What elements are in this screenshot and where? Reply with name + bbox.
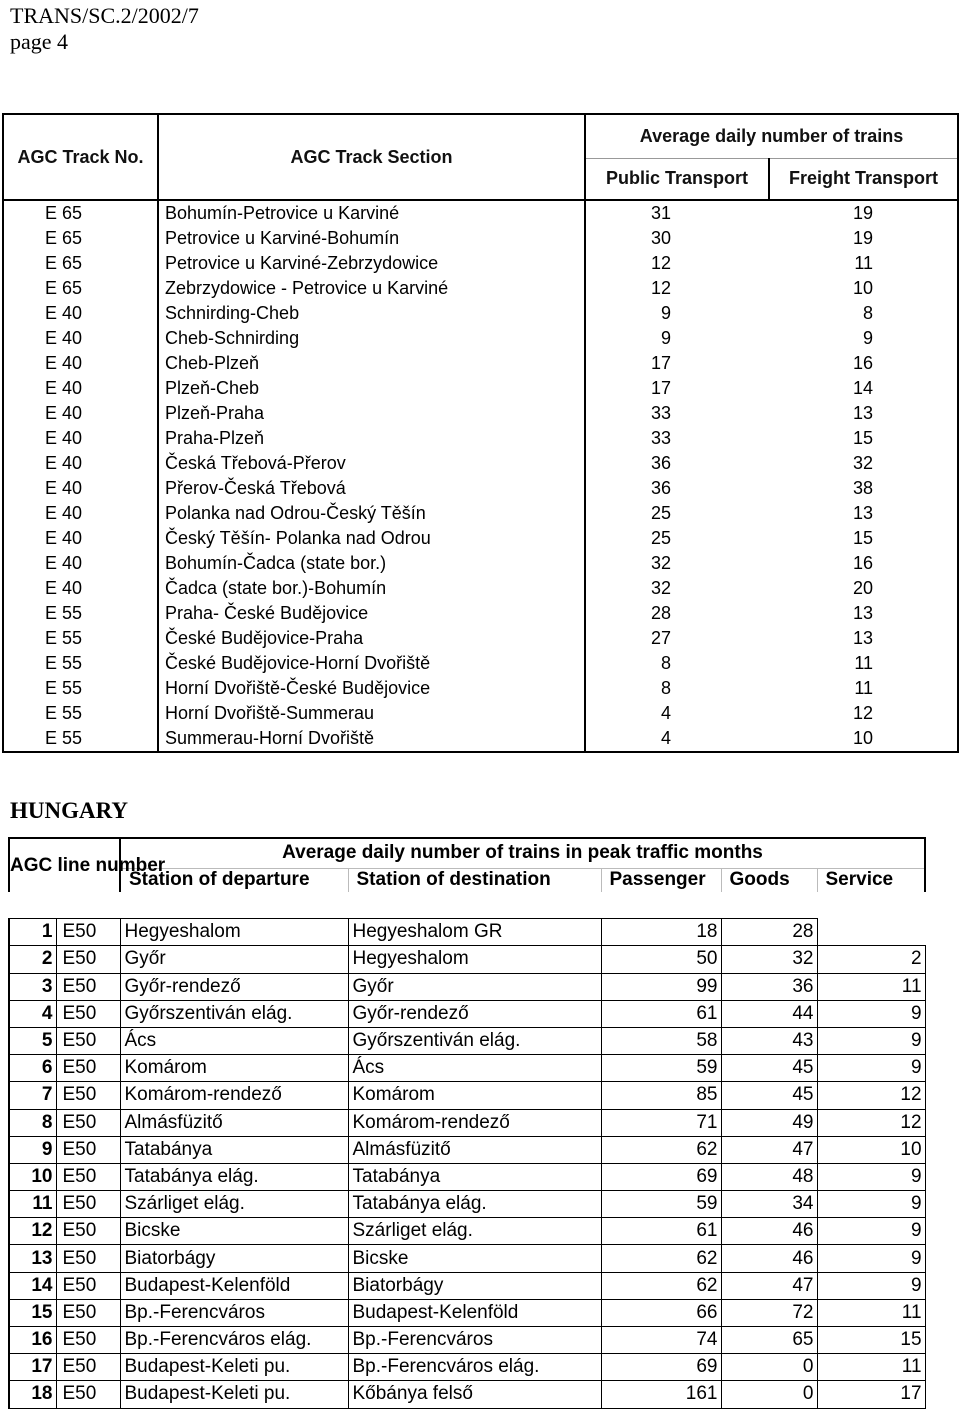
track-section-cell: České Budějovice-Horní Dvořiště: [158, 651, 585, 676]
freight-transport-cell: 16: [769, 351, 958, 376]
row-number-cell: 7: [9, 1082, 56, 1109]
table-row: [3, 251, 958, 276]
station-of-destination-cell: Győrszentiván elág.: [348, 1027, 601, 1054]
station-of-departure-cell: Győr-rendező: [120, 973, 348, 1000]
service-cell: 2: [817, 946, 925, 973]
passenger-cell: 71: [601, 1109, 721, 1136]
track-section-cell: Praha-Plzeň: [158, 426, 585, 451]
passenger-cell: 69: [601, 1163, 721, 1190]
agc-line-cell: E50: [56, 1055, 120, 1082]
track-section-cell: Plzeň-Praha: [158, 401, 585, 426]
table-row: [3, 576, 958, 601]
agc-track-no-cell: E 65: [3, 226, 158, 251]
track-section-cell: Cheb-Schnirding: [158, 326, 585, 351]
passenger-cell: 62: [601, 1272, 721, 1299]
section-title-hungary: HUNGARY: [10, 798, 129, 823]
agc-track-no-cell: E 65: [3, 200, 158, 226]
document-code: TRANS/SC.2/2002/7: [10, 3, 199, 28]
freight-transport-cell: 15: [769, 526, 958, 551]
passenger-cell: 50: [601, 946, 721, 973]
agc-line-cell: E50: [56, 973, 120, 1000]
station-of-departure-cell: Bp.-Ferencváros: [120, 1299, 348, 1326]
freight-transport-cell: 15: [769, 426, 958, 451]
track-section-cell: Polanka nad Odrou-Český Těšín: [158, 501, 585, 526]
service-cell: 17: [817, 1381, 925, 1408]
goods-cell: 46: [721, 1218, 817, 1245]
goods-cell: 46: [721, 1245, 817, 1272]
freight-transport-cell: 10: [769, 726, 958, 752]
table-row: [9, 1191, 925, 1218]
agc-track-no-cell: E 55: [3, 651, 158, 676]
station-of-departure-cell: Tatabánya elág.: [120, 1163, 348, 1190]
goods-cell: 45: [721, 1082, 817, 1109]
freight-transport-cell: 16: [769, 551, 958, 576]
freight-transport-cell: 20: [769, 576, 958, 601]
passenger-cell: 99: [601, 973, 721, 1000]
table-row: [3, 601, 958, 626]
station-of-departure-cell: Komárom: [120, 1055, 348, 1082]
table-row: [3, 551, 958, 576]
table-row: [3, 626, 958, 651]
station-of-departure-cell: Tatabánya: [120, 1136, 348, 1163]
freight-transport-cell: 32: [769, 451, 958, 476]
header-station-of-departure: Station of departure: [120, 868, 348, 892]
table-row: [3, 276, 958, 301]
station-of-departure-cell: Almásfüzitő: [120, 1109, 348, 1136]
public-transport-cell: 32: [650, 553, 671, 573]
track-section-cell: Schnirding-Cheb: [158, 301, 585, 326]
station-of-destination-cell: Kőbánya felső: [348, 1381, 601, 1408]
table-row: [9, 919, 925, 946]
agc-line-cell: E50: [56, 1136, 120, 1163]
freight-transport-cell: 8: [769, 301, 958, 326]
row-number-cell: 13: [9, 1245, 56, 1272]
agc-track-no-cell: E 55: [3, 676, 158, 701]
track-section-cell: Přerov-Česká Třebová: [158, 476, 585, 501]
service-cell: 9: [817, 1218, 925, 1245]
agc-track-no-cell: E 40: [3, 576, 158, 601]
header-passenger: Passenger: [601, 868, 721, 892]
freight-transport-cell: 38: [769, 476, 958, 501]
table-row: [3, 726, 958, 752]
agc-track-no-cell: E 40: [3, 326, 158, 351]
table-row: [3, 376, 958, 401]
row-number-cell: 14: [9, 1272, 56, 1299]
station-of-departure-cell: Bicske: [120, 1218, 348, 1245]
public-transport-cell: 28: [650, 603, 671, 623]
station-of-destination-cell: Komárom: [348, 1082, 601, 1109]
hungary-traffic-table: [8, 837, 926, 1409]
row-number-cell: 16: [9, 1327, 56, 1354]
goods-cell: 49: [721, 1109, 817, 1136]
row-number-cell: 12: [9, 1218, 56, 1245]
header-agc-track-no: AGC Track No.: [3, 114, 158, 200]
track-section-cell: České Budějovice-Praha: [158, 626, 585, 651]
public-transport-cell: 17: [650, 378, 671, 398]
agc-track-no-cell: E 40: [3, 376, 158, 401]
row-number-cell: 2: [9, 946, 56, 973]
header-spacer: [9, 892, 925, 919]
goods-cell: 47: [721, 1272, 817, 1299]
agc-track-no-cell: E 40: [3, 451, 158, 476]
goods-cell: 45: [721, 1055, 817, 1082]
passenger-cell: 59: [601, 1191, 721, 1218]
station-of-departure-cell: Budapest-Keleti pu.: [120, 1381, 348, 1408]
freight-transport-cell: 9: [769, 326, 958, 351]
agc-line-cell: E50: [56, 1354, 120, 1381]
hungary-table-body: [9, 919, 925, 1408]
passenger-cell: 62: [601, 1136, 721, 1163]
station-of-departure-cell: Bp.-Ferencváros elág.: [120, 1327, 348, 1354]
public-transport-cell: 25: [650, 503, 671, 523]
table-row: [9, 1136, 925, 1163]
table-row: [9, 1354, 925, 1381]
goods-cell: 0: [721, 1381, 817, 1408]
header-public-transport: Public Transport: [585, 158, 769, 200]
public-transport-cell: 33: [650, 428, 671, 448]
passenger-cell: 74: [601, 1327, 721, 1354]
header-average-daily-trains: Average daily number of trains: [585, 114, 958, 158]
service-cell: 9: [817, 1163, 925, 1190]
goods-cell: 72: [721, 1299, 817, 1326]
row-number-cell: 15: [9, 1299, 56, 1326]
passenger-cell: 58: [601, 1027, 721, 1054]
header-agc-line-number: AGC line number: [9, 838, 120, 892]
goods-cell: 47: [721, 1136, 817, 1163]
row-number-cell: 18: [9, 1381, 56, 1408]
table-row: [9, 1000, 925, 1027]
station-of-departure-cell: Budapest-Keleti pu.: [120, 1354, 348, 1381]
agc-track-no-cell: E 55: [3, 701, 158, 726]
track-section-cell: Petrovice u Karviné-Bohumín: [158, 226, 585, 251]
track-section-cell: Zebrzydowice - Petrovice u Karviné: [158, 276, 585, 301]
track-section-cell: Bohumín-Čadca (state bor.): [158, 551, 585, 576]
public-transport-cell: 9: [660, 303, 671, 323]
passenger-cell: 66: [601, 1299, 721, 1326]
row-number-cell: 9: [9, 1136, 56, 1163]
goods-cell: 0: [721, 1354, 817, 1381]
service-cell: 9: [817, 1272, 925, 1299]
agc-track-no-cell: E 65: [3, 276, 158, 301]
table-row: [9, 1109, 925, 1136]
public-transport-cell: 36: [650, 453, 671, 473]
freight-transport-cell: 12: [769, 701, 958, 726]
agc-line-cell: E50: [56, 1272, 120, 1299]
agc-track-no-cell: E 40: [3, 476, 158, 501]
agc-line-cell: E50: [56, 1000, 120, 1027]
station-of-destination-cell: Ács: [348, 1055, 601, 1082]
agc-track-no-cell: E 40: [3, 351, 158, 376]
public-transport-cell: 27: [650, 628, 671, 648]
agc-line-cell: E50: [56, 1245, 120, 1272]
agc-line-cell: E50: [56, 919, 120, 946]
table-row: [3, 451, 958, 476]
station-of-destination-cell: Hegyeshalom: [348, 946, 601, 973]
page-number: page 4: [10, 29, 69, 54]
agc-track-no-cell: E 40: [3, 526, 158, 551]
track-section-cell: Česká Třebová-Přerov: [158, 451, 585, 476]
agc-track-no-cell: E 55: [3, 626, 158, 651]
table-row: [9, 1055, 925, 1082]
table-row: [9, 1163, 925, 1190]
station-of-destination-cell: Almásfüzitő: [348, 1136, 601, 1163]
station-of-destination-cell: Győr-rendező: [348, 1000, 601, 1027]
agc-track-no-cell: E 40: [3, 501, 158, 526]
service-cell: 12: [817, 1109, 925, 1136]
public-transport-cell: 36: [650, 478, 671, 498]
header-station-of-destination: Station of destination: [348, 868, 601, 892]
table-row: [9, 973, 925, 1000]
header-goods: Goods: [721, 868, 817, 892]
freight-transport-cell: 13: [769, 401, 958, 426]
freight-transport-cell: 14: [769, 376, 958, 401]
station-of-destination-cell: Budapest-Kelenföld: [348, 1299, 601, 1326]
table-row: [9, 1327, 925, 1354]
agc-line-cell: E50: [56, 1218, 120, 1245]
goods-cell: 34: [721, 1191, 817, 1218]
agc-track-no-cell: E 55: [3, 601, 158, 626]
table-row: [3, 401, 958, 426]
freight-transport-cell: 13: [769, 626, 958, 651]
freight-transport-cell: 11: [769, 651, 958, 676]
table-row: [3, 301, 958, 326]
freight-transport-cell: 11: [769, 251, 958, 276]
service-cell: 9: [817, 1191, 925, 1218]
station-of-destination-cell: Biatorbágy: [348, 1272, 601, 1299]
station-of-destination-cell: Szárliget elág.: [348, 1218, 601, 1245]
row-number-cell: 8: [9, 1109, 56, 1136]
freight-transport-cell: 19: [769, 200, 958, 226]
table-row: [3, 476, 958, 501]
agc-line-cell: E50: [56, 1082, 120, 1109]
table-row: [3, 651, 958, 676]
service-cell: 11: [817, 973, 925, 1000]
station-of-departure-cell: Szárliget elág.: [120, 1191, 348, 1218]
track-section-cell: Český Těšín- Polanka nad Odrou: [158, 526, 585, 551]
freight-transport-cell: 13: [769, 601, 958, 626]
table-row: [3, 351, 958, 376]
goods-cell: 32: [721, 946, 817, 973]
passenger-cell: 61: [601, 1218, 721, 1245]
passenger-cell: 161: [601, 1381, 721, 1408]
service-cell: 9: [817, 1055, 925, 1082]
table-row: [9, 1027, 925, 1054]
public-transport-cell: 9: [660, 328, 671, 348]
station-of-departure-cell: Budapest-Kelenföld: [120, 1272, 348, 1299]
row-number-cell: 1: [9, 919, 56, 946]
station-of-departure-cell: Győr: [120, 946, 348, 973]
agc-line-cell: E50: [56, 946, 120, 973]
public-transport-cell: 25: [650, 528, 671, 548]
station-of-destination-cell: Hegyeshalom GR: [348, 919, 601, 946]
freight-transport-cell: 19: [769, 226, 958, 251]
row-number-cell: 6: [9, 1055, 56, 1082]
station-of-departure-cell: Biatorbágy: [120, 1245, 348, 1272]
goods-cell: 28: [721, 919, 817, 946]
agc-track-no-cell: E 55: [3, 726, 158, 752]
agc-line-cell: E50: [56, 1027, 120, 1054]
public-transport-cell: 31: [650, 203, 671, 223]
table-row: [9, 1381, 925, 1408]
header-service: Service: [817, 868, 925, 892]
czech-traffic-table: [2, 113, 959, 753]
table-row: [3, 501, 958, 526]
row-number-cell: 3: [9, 973, 56, 1000]
public-transport-cell: 30: [650, 228, 671, 248]
agc-line-cell: E50: [56, 1191, 120, 1218]
goods-cell: 65: [721, 1327, 817, 1354]
row-number-cell: 17: [9, 1354, 56, 1381]
table-row: [3, 676, 958, 701]
freight-transport-cell: 10: [769, 276, 958, 301]
passenger-cell: 61: [601, 1000, 721, 1027]
station-of-destination-cell: Bp.-Ferencváros: [348, 1327, 601, 1354]
agc-track-no-cell: E 40: [3, 426, 158, 451]
freight-transport-cell: 13: [769, 501, 958, 526]
station-of-destination-cell: Komárom-rendező: [348, 1109, 601, 1136]
passenger-cell: 59: [601, 1055, 721, 1082]
station-of-departure-cell: Komárom-rendező: [120, 1082, 348, 1109]
table-row: [3, 226, 958, 251]
public-transport-cell: 12: [650, 253, 671, 273]
public-transport-cell: 12: [650, 278, 671, 298]
service-cell: 9: [817, 1245, 925, 1272]
agc-track-no-cell: E 40: [3, 301, 158, 326]
table-row: [9, 946, 925, 973]
table-row: [9, 1299, 925, 1326]
passenger-cell: 69: [601, 1354, 721, 1381]
table-row: [3, 326, 958, 351]
public-transport-cell: 33: [650, 403, 671, 423]
goods-cell: 43: [721, 1027, 817, 1054]
table-row: [9, 1245, 925, 1272]
agc-line-cell: E50: [56, 1381, 120, 1408]
agc-track-no-cell: E 65: [3, 251, 158, 276]
table-row: [3, 701, 958, 726]
header-average-daily-trains-peak: Average daily number of trains in peak traffic months: [120, 838, 925, 868]
station-of-destination-cell: Bp.-Ferencváros elág.: [348, 1354, 601, 1381]
table-row: [3, 526, 958, 551]
station-of-departure-cell: Győrszentiván elág.: [120, 1000, 348, 1027]
row-number-cell: 11: [9, 1191, 56, 1218]
service-cell: 12: [817, 1082, 925, 1109]
agc-line-cell: E50: [56, 1109, 120, 1136]
public-transport-cell: 4: [660, 703, 671, 723]
track-section-cell: Horní Dvořiště-Summerau: [158, 701, 585, 726]
goods-cell: 36: [721, 973, 817, 1000]
station-of-destination-cell: Tatabánya elág.: [348, 1191, 601, 1218]
agc-track-no-cell: E 40: [3, 401, 158, 426]
public-transport-cell: 32: [650, 578, 671, 598]
passenger-cell: 85: [601, 1082, 721, 1109]
track-section-cell: Čadca (state bor.)-Bohumín: [158, 576, 585, 601]
agc-line-cell: E50: [56, 1299, 120, 1326]
row-number-cell: 4: [9, 1000, 56, 1027]
table-row: [9, 1082, 925, 1109]
public-transport-cell: 8: [660, 678, 671, 698]
public-transport-cell: 8: [660, 653, 671, 673]
public-transport-cell: 17: [650, 353, 671, 373]
service-cell: 9: [817, 1000, 925, 1027]
header-agc-track-section: AGC Track Section: [158, 114, 585, 200]
table-row: [9, 1272, 925, 1299]
passenger-cell: 18: [601, 919, 721, 946]
service-cell: 10: [817, 1136, 925, 1163]
station-of-departure-cell: Ács: [120, 1027, 348, 1054]
station-of-departure-cell: Hegyeshalom: [120, 919, 348, 946]
table-row: [9, 1218, 925, 1245]
goods-cell: 44: [721, 1000, 817, 1027]
track-section-cell: Plzeň-Cheb: [158, 376, 585, 401]
service-cell: 9: [817, 1027, 925, 1054]
track-section-cell: Petrovice u Karviné-Zebrzydowice: [158, 251, 585, 276]
agc-track-no-cell: E 40: [3, 551, 158, 576]
agc-line-cell: E50: [56, 1163, 120, 1190]
service-cell: 15: [817, 1327, 925, 1354]
public-transport-cell: 4: [585, 726, 769, 752]
service-cell: 11: [817, 1354, 925, 1381]
track-section-cell: Cheb-Plzeň: [158, 351, 585, 376]
freight-transport-cell: 11: [769, 676, 958, 701]
service-cell: 11: [817, 1299, 925, 1326]
station-of-destination-cell: Tatabánya: [348, 1163, 601, 1190]
track-section-cell: Horní Dvořiště-České Budějovice: [158, 676, 585, 701]
table-row: [3, 426, 958, 451]
service-cell: [817, 919, 925, 946]
table-row: [3, 200, 958, 226]
goods-cell: 48: [721, 1163, 817, 1190]
track-section-cell: Bohumín-Petrovice u Karviné: [158, 200, 585, 226]
track-section-cell: Summerau-Horní Dvořiště: [158, 726, 585, 752]
agc-line-cell: E50: [56, 1327, 120, 1354]
row-number-cell: 10: [9, 1163, 56, 1190]
row-number-cell: 5: [9, 1027, 56, 1054]
czech-table-body: [3, 200, 958, 752]
track-section-cell: Praha- České Budějovice: [158, 601, 585, 626]
station-of-destination-cell: Bicske: [348, 1245, 601, 1272]
passenger-cell: 62: [601, 1245, 721, 1272]
station-of-destination-cell: Győr: [348, 973, 601, 1000]
header-freight-transport: Freight Transport: [769, 158, 958, 200]
